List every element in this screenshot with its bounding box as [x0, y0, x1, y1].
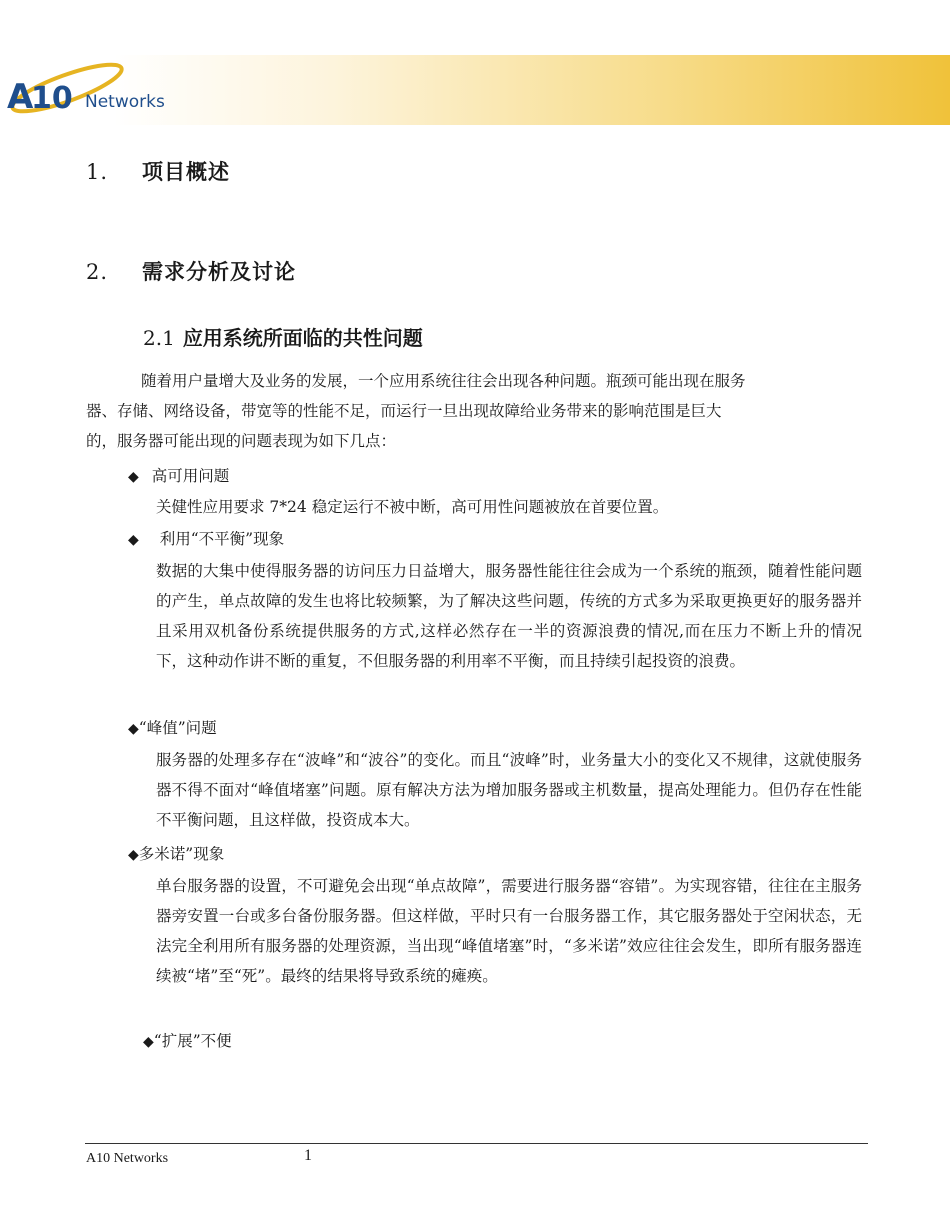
- bullet-title: “峰值”问题: [138, 719, 217, 737]
- bullet-title: “扩展”不便: [153, 1032, 232, 1050]
- footer-divider: [85, 1143, 868, 1144]
- bullet-title: 高可用问题: [151, 467, 230, 485]
- footer-company: A10 Networks: [86, 1151, 169, 1166]
- bullet-imbalance: [128, 524, 284, 555]
- diamond-bullet-icon: ◆: [128, 847, 139, 863]
- bullet-domino: [128, 839, 224, 870]
- section-title: 项目概述: [142, 159, 230, 184]
- bullet-title: 利用“不平衡”现象: [159, 530, 285, 548]
- bullet-body-high-availability: 关健性应用要求 7*24 稳定运行不被中断，高可用性问题被放在首要位置。: [156, 498, 669, 516]
- diamond-bullet-icon: ◆: [128, 469, 139, 485]
- diamond-bullet-icon: ◆: [128, 721, 139, 737]
- subsection-title: 应用系统所面临的共性问题: [182, 326, 423, 350]
- bullet-body-imbalance: 数据的大集中使得服务器的访问压力日益增大，服务器性能往往会成为一个系统的瓶颈，随着性能问题的产生，单点故障的发生也将比较频繁，为了解决这些问题，传统的方式多为采取更换更好的服务器并且采用双机备份系统提供服务的方式,这样必然存在一半的资源浪费的情况,而在压力不断上升的情况下，这种动作讲不断的重复，不但服务器的利用率不平衡，而且持续引起投资的浪费。: [156, 562, 862, 670]
- intro-line-3: 的，服务器可能出现的问题表现为如下几点：: [86, 432, 397, 450]
- subsection-heading-2-1: [143, 322, 423, 351]
- diamond-bullet-icon: ◆: [143, 1034, 154, 1050]
- bullet-body-peak: 服务器的处理多存在“波峰”和“波谷”的变化。而且“波峰”时，业务量大小的变化又不规律，这就使服务器不得不面对“峰值堵塞”问题。原有解决方法为增加服务器或主机数量，提高处理能力。但仍存在性能不平衡问题，且这样做，投资成本大。: [156, 751, 862, 829]
- bullet-peak: [128, 713, 217, 744]
- diamond-bullet-icon: ◆: [128, 532, 139, 548]
- section-heading-1: [86, 156, 230, 186]
- section-heading-2: [86, 256, 296, 286]
- section-title: 需求分析及讨论: [142, 259, 296, 284]
- svg-text:Networks: Networks: [85, 92, 165, 112]
- subsection-number: 2.1: [143, 326, 175, 350]
- intro-line-2: 器、存储、网络设备，带宽等的性能不足，而运行一旦出现故障给业务带来的影响范围是巨大: [86, 402, 722, 420]
- page-number: 1: [304, 1147, 312, 1164]
- svg-text:10: 10: [31, 81, 73, 116]
- section-number: 2.: [86, 260, 109, 284]
- bullet-scalability: [143, 1026, 232, 1057]
- bullet-title: 多米诺”现象: [138, 845, 225, 863]
- bullet-high-availability: [128, 461, 229, 492]
- section-number: 1.: [86, 160, 109, 184]
- intro-line-1: 随着用户量增大及业务的发展，一个应用系统往往会出现各种问题。瓶颈可能出现在服务: [141, 372, 746, 390]
- a10-networks-logo: [5, 58, 195, 120]
- bullet-body-domino: 单台服务器的设置，不可避免会出现“单点故障”，需要进行服务器“容错”。为实现容错，往往在主服务器旁安置一台或多台备份服务器。但这样做，平时只有一台服务器工作，其它服务器处于空闲状态，无法完全利用所有服务器的处理资源，当出现“峰值堵塞”时，“多米诺”效应往往会发生，即所有服务器连续被“堵”至“死”。最终的结果将导致系统的瘫痪。: [156, 877, 862, 985]
- svg-text:A: A: [7, 77, 34, 117]
